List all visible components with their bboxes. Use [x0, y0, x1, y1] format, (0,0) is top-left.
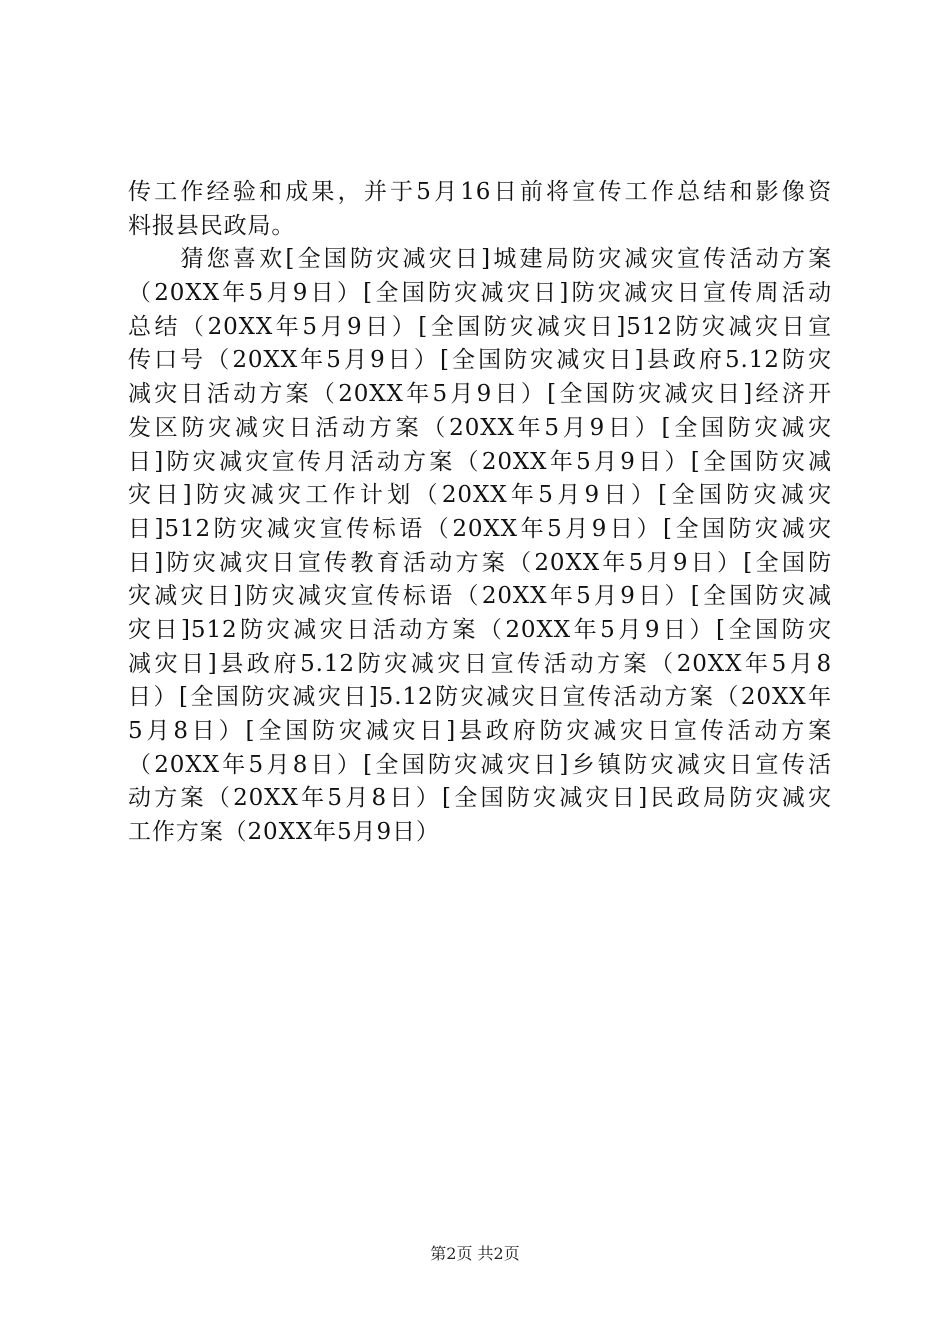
text-line: 工作方案（20XX年5月9日）	[128, 819, 440, 846]
text-line: 减灾日]县政府5.12防灾减灾日宣传活动方案（20XX年5月8	[128, 650, 832, 677]
text-line: （20XX年5月9日）[全国防灾减灾日]防灾减灾日宣传周活动	[128, 280, 832, 307]
page-footer	[0, 1243, 950, 1265]
document-body	[128, 176, 832, 850]
text-line: 5月8日）[全国防灾减灾日]县政府防灾减灾日宣传活动方案	[128, 718, 832, 744]
text-line: 传口号（20XX年5月9日）[全国防灾减灾日]县政府5.12防灾	[128, 347, 832, 374]
text-line: 动方案（20XX年5月8日）[全国防灾减灾日]民政局防灾减灾	[128, 785, 832, 812]
text-line: 发区防灾减灾日活动方案（20XX年5月9日）[全国防灾减灾	[128, 414, 832, 441]
text-line: （20XX年5月8日）[全国防灾减灾日]乡镇防灾减灾日宣传活	[128, 751, 832, 778]
text-line: 总结（20XX年5月9日）[全国防灾减灾日]512防灾减灾日宣	[128, 313, 832, 340]
text-line: 日）[全国防灾减灾日]5.12防灾减灾日宣传活动方案（20XX年	[128, 684, 832, 711]
text-line: 减灾日活动方案（20XX年5月9日）[全国防灾减灾日]经济开	[128, 381, 832, 408]
text-line: 日]防灾减灾日宣传教育活动方案（20XX年5月9日）[全国防	[128, 549, 832, 576]
text-line: 日]512防灾减灾宣传标语（20XX年5月9日）[全国防灾减灾	[128, 515, 832, 542]
text-line: 灾减灾日]防灾减灾宣传标语（20XX年5月9日）[全国防灾减	[128, 583, 832, 610]
text-line: 日]防灾减灾宣传月活动方案（20XX年5月9日）[全国防灾减	[128, 448, 832, 475]
text-line: 灾日]防灾减灾工作计划（20XX年5月9日）[全国防灾减灾	[128, 482, 832, 509]
text-line: 料报县民政局。	[128, 212, 296, 239]
page-number-label: 第2页 共2页	[430, 1244, 520, 1263]
text-line: 猜您喜欢[全国防灾减灾日]城建局防灾减灾宣传活动方案	[128, 246, 832, 273]
text-line: 传工作经验和成果，并于5月16日前将宣传工作总结和影像资	[128, 179, 832, 205]
text-line: 灾日]512防灾减灾日活动方案（20XX年5月9日）[全国防灾	[128, 616, 832, 643]
